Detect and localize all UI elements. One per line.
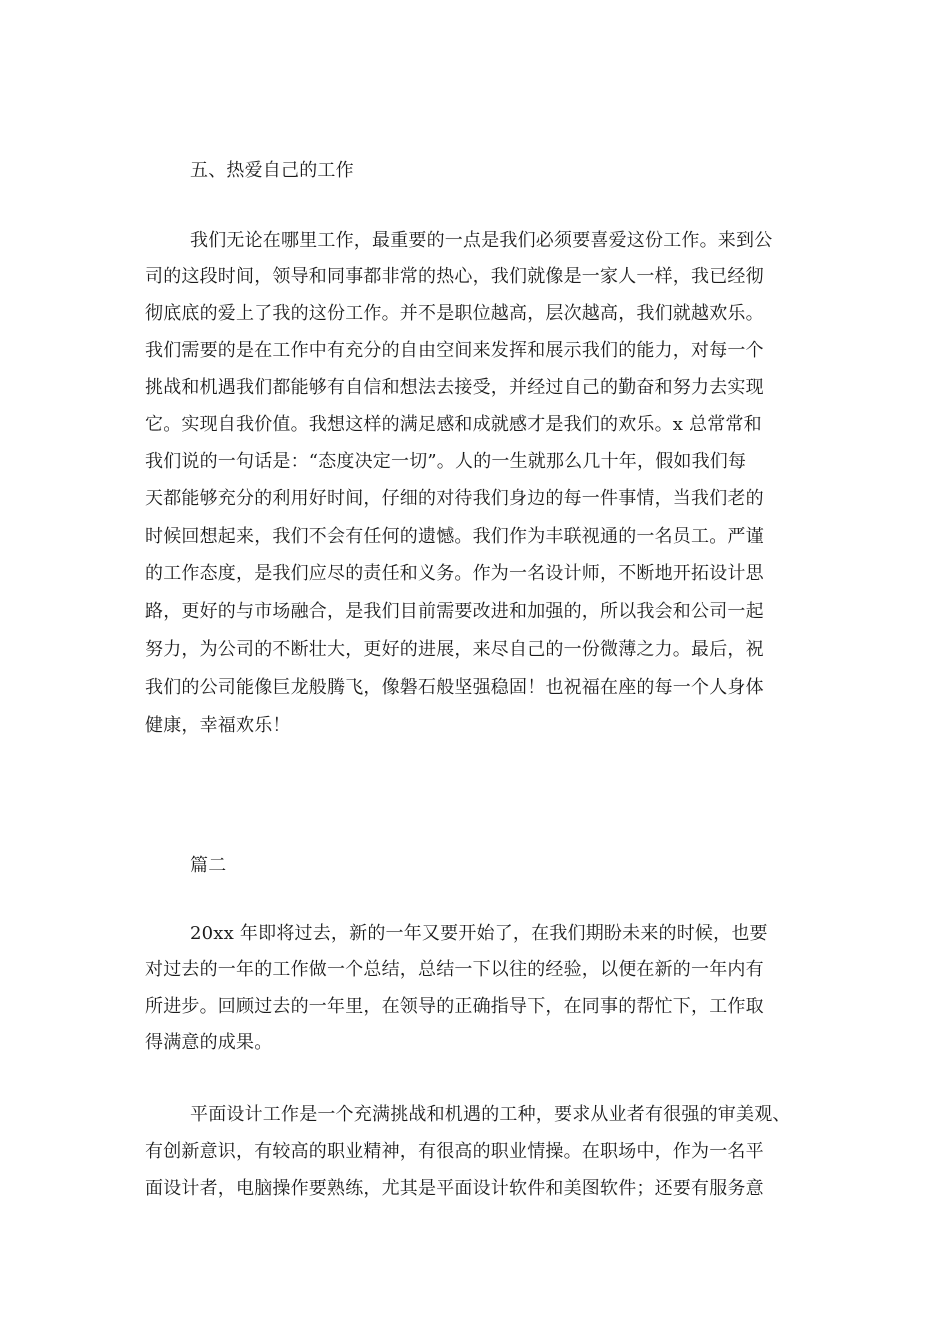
paragraph-line: 我们的公司能像巨龙般腾飞，像磐石般坚强稳固！也祝福在座的每一个人身体 — [145, 677, 764, 698]
paragraph-line: 彻底底的爱上了我的这份工作。并不是职位越高，层次越高，我们就越欢乐。 — [145, 303, 764, 324]
paragraph-line: 平面设计工作是一个充满挑战和机遇的工种，要求从业者有很强的审美观、 — [190, 1104, 791, 1125]
paragraph-line: 努力，为公司的不断壮大，更好的进展，来尽自己的一份微薄之力。最后，祝 — [145, 639, 764, 660]
paragraph-line: 我们需要的是在工作中有充分的自由空间来发挥和展示我们的能力，对每一个 — [145, 340, 764, 361]
paragraph-line: 有创新意识，有较高的职业精神，有很高的职业情操。在职场中，作为一名平 — [145, 1141, 764, 1162]
paragraph-line: 20xx 年即将过去，新的一年又要开始了，在我们期盼未来的时候，也要 — [190, 923, 768, 944]
paragraph-line: 我们无论在哪里工作，最重要的一点是我们必须要喜爱这份工作。来到公 — [190, 230, 773, 251]
paragraph-line: 路，更好的与市场融合，是我们目前需要改进和加强的，所以我会和公司一起 — [145, 601, 764, 622]
paragraph-line: 所进步。回顾过去的一年里，在领导的正确指导下，在同事的帮忙下，工作取 — [145, 996, 764, 1017]
paragraph-line: 时候回想起来，我们不会有任何的遗憾。我们作为丰联视通的一名员工。严谨 — [145, 526, 764, 547]
section-heading: 篇二 — [190, 855, 227, 876]
paragraph-line: 我们说的一句话是：“态度决定一切”。人的一生就那么几十年，假如我们每 — [145, 451, 747, 472]
section-heading: 五、热爱自己的工作 — [190, 160, 354, 181]
paragraph-line: 面设计者，电脑操作要熟练，尤其是平面设计软件和美图软件；还要有服务意 — [145, 1178, 764, 1199]
paragraph-line: 的工作态度，是我们应尽的责任和义务。作为一名设计师，不断地开拓设计思 — [145, 563, 764, 584]
paragraph-line: 它。实现自我价值。我想这样的满足感和成就感才是我们的欢乐。x 总常常和 — [145, 414, 762, 435]
paragraph-line: 天都能够充分的利用好时间，仔细的对待我们身边的每一件事情，当我们老的 — [145, 488, 764, 509]
paragraph-line: 健康，幸福欢乐！ — [145, 715, 291, 736]
paragraph-line: 对过去的一年的工作做一个总结，总结一下以往的经验，以便在新的一年内有 — [145, 959, 764, 980]
paragraph-line: 司的这段时间，领导和同事都非常的热心，我们就像是一家人一样，我已经彻 — [145, 266, 764, 287]
paragraph-line: 得满意的成果。 — [145, 1032, 273, 1053]
paragraph-line: 挑战和机遇我们都能够有自信和想法去接受，并经过自己的勤奋和努力去实现 — [145, 377, 764, 398]
